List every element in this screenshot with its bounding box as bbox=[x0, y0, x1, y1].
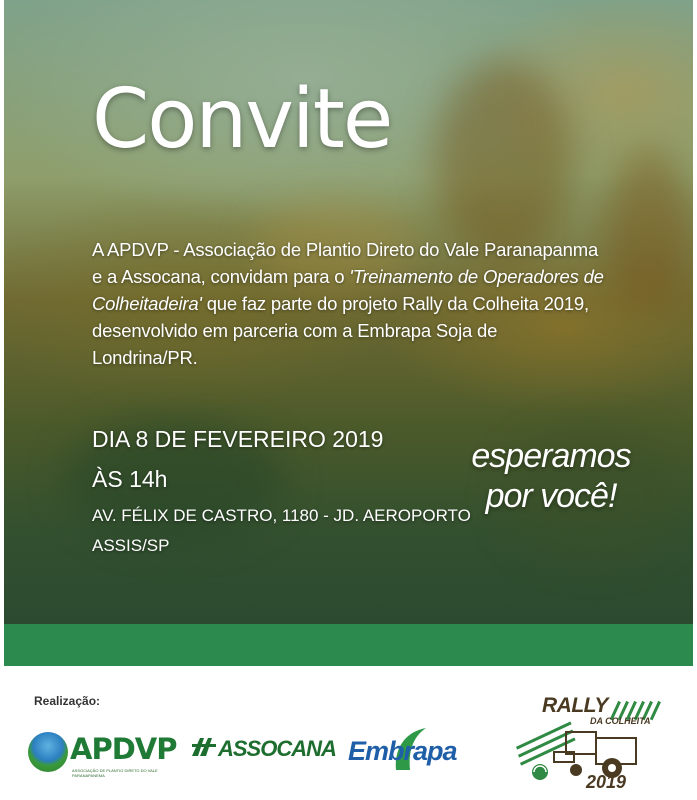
training-title: 'Treinamento de Operadores de bbox=[349, 266, 604, 287]
green-band bbox=[4, 624, 693, 666]
realizacao-label: Realização: bbox=[34, 694, 101, 708]
event-address: AV. FÉLIX DE CASTRO, 1180 - JD. AEROPORTO bbox=[92, 506, 471, 525]
background-blur-leaf bbox=[434, 60, 574, 260]
rally-logo bbox=[514, 694, 670, 794]
event-date: DIA 8 DE FEVEREIRO 2019 bbox=[92, 426, 384, 452]
rally-logo-text: RALLY bbox=[542, 694, 608, 717]
slogan-line: por você! bbox=[485, 477, 617, 515]
event-time: ÀS 14h bbox=[92, 466, 168, 492]
embrapa-logo-text: Embrapa bbox=[348, 736, 457, 766]
assocana-logo-text: ASSOCANA bbox=[218, 736, 336, 761]
training-title: Colheitadeira' bbox=[92, 293, 202, 314]
invite-title: Convite bbox=[92, 72, 392, 167]
body-line bbox=[92, 290, 622, 317]
body-line: A APDVP - Associação de Plantio Direto do Vale Paranapanma bbox=[92, 239, 599, 260]
rally-logo-year: 2019 bbox=[586, 772, 627, 792]
slogan bbox=[466, 436, 636, 516]
body-line: desenvolvido em parceria com a Embrapa Soja de bbox=[92, 320, 498, 341]
embrapa-logo bbox=[348, 726, 478, 774]
assocana-logo bbox=[192, 736, 336, 762]
apdvp-logo-text: APDVP bbox=[70, 732, 177, 766]
apdvp-logo-subtitle: ASSOCIAÇÃO DE PLANTIO DIRETO DO VALE PARANAPANEMA bbox=[72, 768, 158, 778]
invite-body bbox=[92, 236, 622, 371]
rally-logo-subtitle: DA COLHEITA bbox=[590, 716, 651, 726]
invitation-hero bbox=[4, 0, 693, 624]
event-city: ASSIS/SP bbox=[92, 536, 170, 555]
body-text: que faz parte do projeto Rally da Colheita 2019, bbox=[201, 293, 589, 314]
apdvp-logo bbox=[28, 732, 178, 778]
slogan-line: esperamos bbox=[471, 437, 631, 475]
body-text: e a Assocana, convidam para o bbox=[92, 266, 350, 287]
apdvp-globe-icon bbox=[28, 732, 68, 772]
body-line bbox=[92, 263, 622, 290]
body-line: Londrina/PR. bbox=[92, 347, 198, 368]
